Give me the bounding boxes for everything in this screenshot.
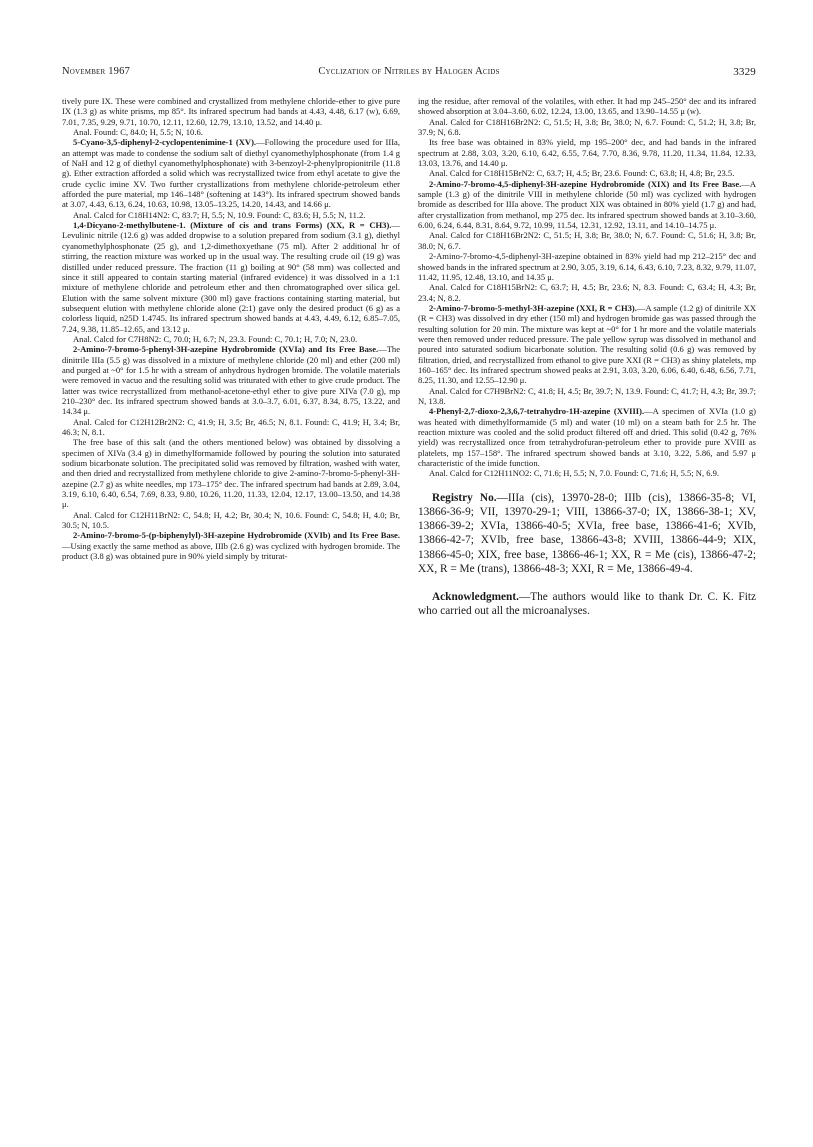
spacer [418,479,756,491]
analysis-xxi: Anal. Calcd for C7H9BrN2: C, 41.8; H, 4.5; Br, 39.7; N, 13.9. Found: C, 41.7; H, 4.3; Br, 39.7; N, 13.8. [418,385,756,406]
analysis-ix: Anal. Found: C, 84.0; H, 5.5; N, 10.6. [73,127,203,138]
paragraph-xviii [418,406,756,468]
heading-xv: 5-Cyano-3,5-diphenyl-2-cyclopentenimine-1 (XV). [73,137,257,148]
running-header [62,66,756,82]
acknowledgment-text: —The authors would like to thank Dr. C. K. Fitz who carried out all the microanalyses. [418,590,756,618]
paragraph-xvib-free-base: Its free base was obtained in 83% yield, mp 195–200° dec, and had bands in the infrared spectrum at 2.88, 3.03, 3.20, 6.10, 6.42, 6.55, 7.64, 7.70, 8.36, 9.78, 11.20, 11.34, 11.84, 12.33, 13.03, 13.76, and 14.40 μ. [418,137,756,169]
heading-xvia: 2-Amino-7-bromo-5-phenyl-3H-azepine Hydrobromide (XVIa) and Its Free Base. [73,344,379,355]
heading-xvib: 2-Amino-7-bromo-5-(p-biphenylyl)-3H-azepine Hydrobromide (XVIb) and Its Free Base. [73,530,400,541]
acknowledgment [418,590,756,618]
paragraph-xix [418,179,756,231]
paragraph-xvia [62,344,400,416]
right-column [418,96,756,618]
analysis-xvia: Anal. Calcd for C12H12Br2N2: C, 41.9; H, 3.5; Br, 46.5; N, 8.1. Found: C, 41.9; H, 3.4; Br, 46.3; N, 8.1. [62,416,400,437]
heading-xxi: 2-Amino-7-bromo-5-methyl-3H-azepine (XXI, R = CH3). [429,302,637,313]
paragraph-ix-continued: tively pure IX. These were combined and crystallized from methylene chloride-ether to give pure IX (1.3 g) as white prisms, mp 85°. Its infrared spectrum had bands at 4.43, 4.48, 6.17 (w), 6.69, 7.01, 7.35, 9.29, 9.71, 10.70, 12.11, 12.60, 12.79, 13.10, 13.52, and 14.40 μ. [62,96,400,127]
paragraph-free-base: The free base of this salt (and the others mentioned below) was obtained by dissolving a specimen of XIVa (3.4 g) in dimethylformamide followed by pouring the solution into saturated sodium bicarbonate solution. The precipitated solid was removed by filtration, washed with water, and then dried and recrystallized from methylene chloride to give 2-amino-7-bromo-5-phenyl-3H-azepine (2.7 g) as white needles, mp 173–175° dec. The infrared spectrum had bands at 2.89, 3.04, 3.19, 6.10, 6.40, 6.54, 7.69, 8.33, 9.80, 10.26, 11.20, 11.33, 12.04, 12.17, 13.00–13.50, and 14.38 μ. [62,437,400,510]
page-number: 3329 [733,66,756,78]
paragraph-xvib-continued: ing the residue, after removal of the volatiles, with ether. It had mp 245–250° dec and its infrared showed absorption at 3.04–3.60, 6.02, 12.24, 13.00, 13.65, and 13.90–14.55 μ (w). [418,96,756,117]
paragraph-xix-free-base: 2-Amino-7-bromo-4,5-diphenyl-3H-azepine obtained in 83% yield had mp 212–215° dec and showed bands in the infrared spectrum at 2.90, 3.05, 3.19, 6.14, 6.43, 6.10, 7.23, 8.32, 9.79, 11.07, 11.42, 11.95, 12.48, 13.10, and 14.35 μ. [418,251,756,282]
body-xviii: —A specimen of XVIa (1.0 g) was heated with dimethylformamide (5 ml) and water (10 ml) on a steam bath for 2.5 hr. The reaction mixture was cooled and the solid product filtered off and dried. This solid (0.42 g, 76% yield) was recrystallized once from tetrahydrofuran-petroleum ether to provide pure XVIII as platelets, mp 157–158°. The infrared spectrum showed bands at 3.10, 3.22, 5.86, and 5.97 μ characteristic of the imide function. [418,406,756,469]
heading-xx: 1,4-Dicyano-2-methylbutene-1. (Mixture of cis and trans Forms) (XX, R = CH3). [73,220,392,231]
header-date: November 1967 [62,66,131,77]
analysis-xvib: Anal. Calcd for C18H16Br2N2: C, 51.5; H, 3.8; Br, 38.0; N, 6.7. Found: C, 51.2; H, 3.8; Br, 37.9; N, 6.8. [418,116,756,138]
analysis-xix-free-base: Anal. Calcd for C18H15BrN2: C, 63.7; H, 4.5; Br, 23.6; N, 8.3. Found: C, 63.4; H, 4.3; Br, 23.4; N, 8.2. [418,282,756,303]
body-xxi: —A sample (1.2 g) of dinitrile XX (R = CH3) was dissolved in dry ether (150 ml) and hydrogen bromide gas was passed through the resulting solution for 20 min. The mixture was kept at ~0° for 1 hr more and the volatile materials were then removed under reduced pressure. The pale yellow syrup was dissolved in methanol and poured into saturated sodium bicarbonate solution. The resulting solid (0.6 g) was removed by filtration, dried, and recrystallized from ethanol to give pure XXI (R = CH3) as shiny platelets, mp 160–165° dec. Its infrared spectrum showed peaks at 2.91, 3.03, 3.20, 6.06, 6.40, 6.48, 6.56, 7.71, 8.25, 11.30, and 12.55–12.90 μ. [418,302,757,386]
registry-list: —IIIa (cis), 13970-28-0; IIIb (cis), 13866-35-8; VI, 13866-36-9; VII, 13970-29-1; VIII, 13866-37-0; IX, 13866-38-1; XV, 13866-39-2; XVIa, 13866-40-5; XVIa, free base, 13866-41-6; XVIb, 13866-42-7; XVIb, free base, 13866-43-8; XVIII, 13866-44-9; XIX, 13866-45-0; XIX, free base, 13866-46-1; XX, R = Me (cis), 13866-47-2; XX, R = Me (trans), 13866-48-3; XXI, R = Me, 13866-49-4. [418,491,756,575]
paragraph-xvib [62,530,400,561]
analysis-free-base: Anal. Calcd for C12H11BrN2: C, 54.8; H, 4.2; Br, 30.4; N, 10.6. Found: C, 54.8; H, 4.0; Br, 30.5; N, 10.5. [62,509,400,531]
left-column [62,96,400,561]
body-xvib: —Using exactly the same method as above, IIIb (2.6 g) was cyclized with hydrogen bromide. The product (3.8 g) was obtained pure in 90% yield simply by triturat- [62,540,400,562]
acknowledgment-heading: Acknowledgment. [432,590,519,603]
header-journal-title: Cyclization of Nitriles by Halogen Acids [318,66,500,77]
heading-xviii: 4-Phenyl-2,7-dioxo-2,3,6,7-tetrahydro-1H-azepine (XVIII). [429,406,645,417]
analysis-xvib-free-base: Anal. Calcd for C18H15BrN2: C, 63.7; H, 4.5; Br, 23.6. Found: C, 63.8; H, 4.8; Br, 23.5. [429,168,735,179]
registry-heading: Registry No. [432,491,497,504]
paragraph-xx [62,220,400,334]
analysis-xviii: Anal. Calcd for C12H11NO2: C, 71.6; H, 5.5; N, 7.0. Found: C, 71.6; H, 5.5; N, 6.9. [429,468,720,479]
analysis-xv: Anal. Calcd for C18H14N2: C, 83.7; H, 5.5; N, 10.9. Found: C, 83.6; H, 5.5; N, 11.2. [73,209,366,220]
analysis-xix: Anal. Calcd for C18H16Br2N2: C, 51.5; H, 3.8; Br, 38.0; N, 6.7. Found: C, 51.6; H, 3.8; Br, 38.0; N, 6.7. [418,230,756,251]
paragraph-xxi [418,303,756,386]
body-xv: —Following the procedure used for IIIa, an attempt was made to condense the sodium salt of diethyl cyanomethylphosphonate (from 1.4 g of NaH and 12 g of diethyl cyanomethylphosphonate) with 3-benzoyl-2-phenylpropionitrile (11.8 g). Ether extraction afforded a solid which was recrystallized twice from ethyl acetate to give the crude cyclic imine XV. Two further crystallizations from methylene chloride-petroleum ether afforded the pure material, mp 146–148° (softening at 143°). Its infrared spectrum showed bands at 3.07, 4.43, 6.13, 6.24, 10.63, 10.98, 13.05–13.25, 14.20, 14.43, and 14.66 μ. [62,137,400,210]
paragraph-xv [62,137,400,209]
spacer [418,576,756,590]
registry-numbers [418,491,756,576]
body-xix: —A sample (1.3 g) of the dinitrile VIII in methylene chloride (50 ml) was cyclized with hydrogen bromide as described for IIIa above. The product XIX was obtained in 80% yield (1.7 g) and had, after crystallization from methanol, mp 275 dec. Its infrared spectrum showed bands at 3.10–3.60, 6.00, 6.24, 6.44, 8.31, 8.64, 9.72, 10.99, 11.54, 12.31, 12.92, 13.11, and 14.10–14.75 μ. [418,178,756,231]
body-xvia: —The dinitrile IIIa (5.5 g) was dissolved in a mixture of methylene chloride (20 ml) and ether (200 ml) and purged at ~0° for 1.5 hr with a stream of anhydrous hydrogen bromide. The volatile materials were removed in vacuo and the resulting solid was triturated with ether to give crude product. The latter was twice recrystallized from methanol-acetone-ethyl ether to give pure XIVa (7.0 g), mp 210–230° dec. Its infrared spectrum showed bands at 3.0–3.7, 6.01, 6.37, 8.34, 8.75, 13.22, and 14.34 μ. [62,344,400,417]
analysis-xx: Anal. Calcd for C7H8N2: C, 70.0; H, 6.7; N, 23.3. Found: C, 70.1; H, 7.0; N, 23.0. [73,333,358,344]
body-xx: —Levulinic nitrile (12.6 g) was added dropwise to a solution prepared from sodium (3.1 g), diethyl cyanomethylphosphonate (25 g), and 1,2-dimethoxyethane (75 ml). After 2 additional hr of stirring, the reaction mixture was worked up in the usual way. The resulting crude oil (19 g) was distilled under reduced pressure. The fraction (11 g) boiling at 90° (58 mm) was collected and since it still appeared to contain starting material (infrared evidence) it was dissolved in a 1:1 mixture of methylene chloride and petroleum ether and then chromatographed over silica gel. Elution with the same solvent mixture (300 ml) gave fractions containing starting material, but subsequent elution with methylene chloride alone (2:1) gave only the desired product (6 g) as a colorless liquid, n25D 1.4745. Its infrared spectrum showed bands at 4.43, 4.49, 6.12, 6.85–7.05, 7.24, 9.38, 11.85–12.65, and 13.12 μ. [62,220,400,334]
heading-xix: 2-Amino-7-bromo-4,5-diphenyl-3H-azepine Hydrobromide (XIX) and Its Free Base. [429,178,742,189]
